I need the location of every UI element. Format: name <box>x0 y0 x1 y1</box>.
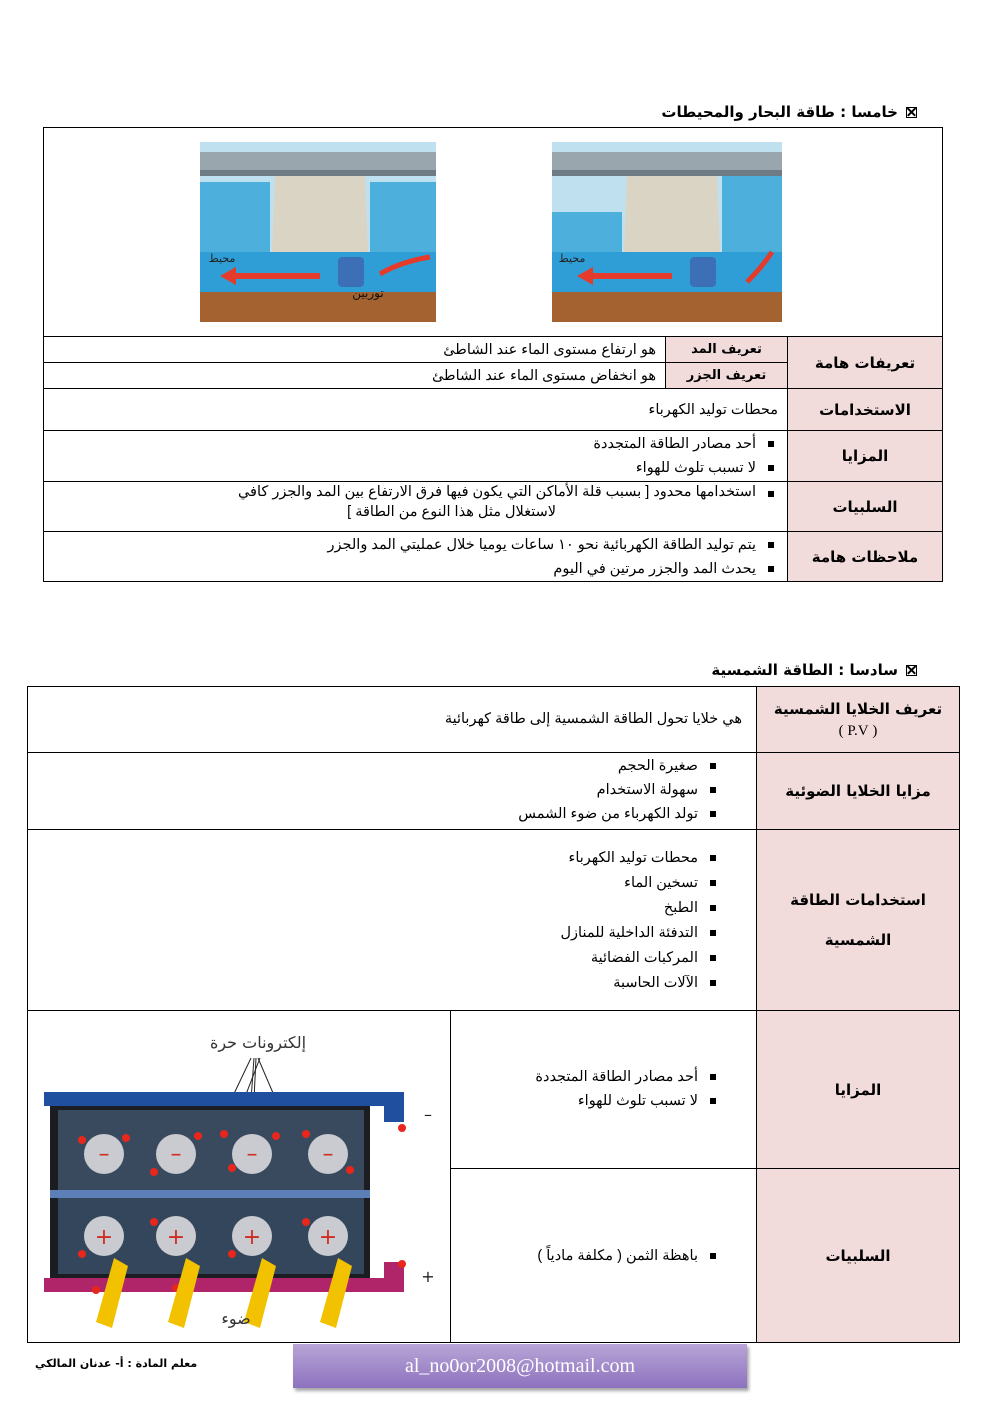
list-item: محطات توليد الكهرباء <box>560 846 720 871</box>
list-item: صغيرة الحجم <box>518 754 720 778</box>
free-electrons-label: إلكترونات حرة <box>209 1033 307 1052</box>
list-item: سهولة الاستخدام <box>518 778 720 802</box>
svg-text:+: + <box>166 1225 186 1250</box>
svg-text:–: – <box>170 1142 182 1167</box>
tide-def-text: هو ارتفاع مستوى الماء عند الشاطئ <box>443 342 656 358</box>
solar-advantages-label: المزايا <box>757 1011 959 1168</box>
pv-def-title: تعريف الخلايا الشمسية <box>773 699 943 718</box>
disadvantages-label: السلبيات <box>788 482 942 531</box>
top-electrode <box>44 1092 394 1106</box>
tide-def-label: تعريف المد <box>666 337 787 362</box>
notes-list <box>328 533 778 581</box>
bridge-right-bottom <box>552 170 782 176</box>
list-item: يتم توليد الطاقة الكهربائية نحو ١٠ ساعات يوميا خلال عمليتي المد والجزر <box>328 533 778 557</box>
disadvantages-block <box>88 482 778 522</box>
svg-text:+: + <box>318 1225 338 1250</box>
turbine-right <box>690 257 716 287</box>
left-turbine-label: توربين <box>352 286 384 300</box>
turbine-left <box>338 257 364 287</box>
list-item: المركبات الفضائية <box>560 946 720 971</box>
tidal-figure-left <box>200 142 436 322</box>
uses-text: محطات توليد الكهرباء <box>648 402 778 418</box>
list-item: استخدامها محدود [ بسبب قلة الأماكن التي يكون فيها فرق الارتفاع بين المد والجزر كافي <box>88 482 778 502</box>
solar-advantages-list <box>535 1065 720 1113</box>
solar-uses-label <box>757 830 959 1010</box>
uses-label: الاستخدامات <box>788 389 942 430</box>
left-ocean-label: محيط <box>208 252 236 265</box>
pv-adv-list <box>518 754 720 826</box>
ground-right <box>552 292 782 322</box>
list-item: أحد مصادر الطاقة المتجددة <box>593 432 778 456</box>
ebb-def-label: تعريف الجزر <box>666 363 787 388</box>
list-item: لا تسبب تلوث للهواء <box>593 456 778 480</box>
advantages-label: المزايا <box>788 431 942 481</box>
svg-text:–: – <box>246 1142 258 1167</box>
notes-label: ملاحظات هامة <box>788 532 942 581</box>
disadvantage-continued: لاستغلال مثل هذا النوع من الطاقة ] <box>347 504 556 520</box>
checkbox-x-icon <box>906 665 917 676</box>
ground-left <box>200 292 436 322</box>
svg-text:+: + <box>242 1225 262 1250</box>
section6-title: سادسا : الطاقة الشمسية <box>711 661 898 679</box>
teacher-name: معلم المادة : أ- عدنان المالكي <box>35 1357 198 1370</box>
list-item: يحدث المد والجزر مرتين في اليوم <box>328 557 778 581</box>
tidal-figure-right <box>552 142 782 322</box>
list-item: الطبخ <box>560 896 720 921</box>
svg-text:+: + <box>94 1225 114 1250</box>
minus-label: – <box>424 1105 432 1124</box>
bridge-right <box>552 152 782 172</box>
definitions-label: تعريفات هامة <box>788 337 942 388</box>
bridge-left-bottom <box>200 170 436 176</box>
solar-disadvantages-label: السلبيات <box>757 1169 959 1342</box>
svg-text:–: – <box>98 1142 110 1167</box>
plus-label: + <box>421 1267 435 1286</box>
solar-uses-label-1: استخدامات الطاقة <box>790 891 926 909</box>
pv-def-text: هي خلايا تحول الطاقة الشمسية إلى طاقة كهربائية <box>444 711 742 727</box>
email-banner[interactable]: al_no0or2008@hotmail.com <box>293 1344 747 1388</box>
solar-uses-label-2: الشمسية <box>824 931 892 949</box>
bridge-left <box>200 152 436 172</box>
list-item: الآلات الحاسبة <box>560 971 720 996</box>
junction <box>50 1190 370 1198</box>
list-item: أحد مصادر الطاقة المتجددة <box>535 1065 720 1089</box>
right-ocean-label: محيط <box>558 252 586 265</box>
list-item: التدفئة الداخلية للمنازل <box>560 921 720 946</box>
section5-heading <box>661 103 917 121</box>
checkbox-x-icon <box>906 107 917 118</box>
solar-cell-figure <box>36 1022 442 1334</box>
svg-text:–: – <box>322 1142 334 1167</box>
list-item: لا تسبب تلوث للهواء <box>535 1089 720 1113</box>
solar-uses-list <box>560 846 720 996</box>
light-label: ضوء <box>221 1309 251 1328</box>
list-item: باهظة الثمن ( مكلفة مادياً ) <box>537 1244 720 1268</box>
section5-title: خامسا : طاقة البحار والمحيطات <box>661 103 898 121</box>
pv-def-sub: ( P.V ) <box>838 722 878 739</box>
solar-disadvantages-list <box>537 1244 720 1268</box>
pv-adv-label: مزايا الخلايا الضوئية <box>757 753 959 829</box>
list-item: تسخين الماء <box>560 871 720 896</box>
advantages-list <box>593 432 778 480</box>
section6-heading <box>711 661 917 679</box>
ebb-def-text: هو انخفاض مستوى الماء عند الشاطئ <box>431 368 656 384</box>
pv-def-label <box>757 687 959 752</box>
list-item: تولد الكهرباء من ضوء الشمس <box>518 802 720 826</box>
